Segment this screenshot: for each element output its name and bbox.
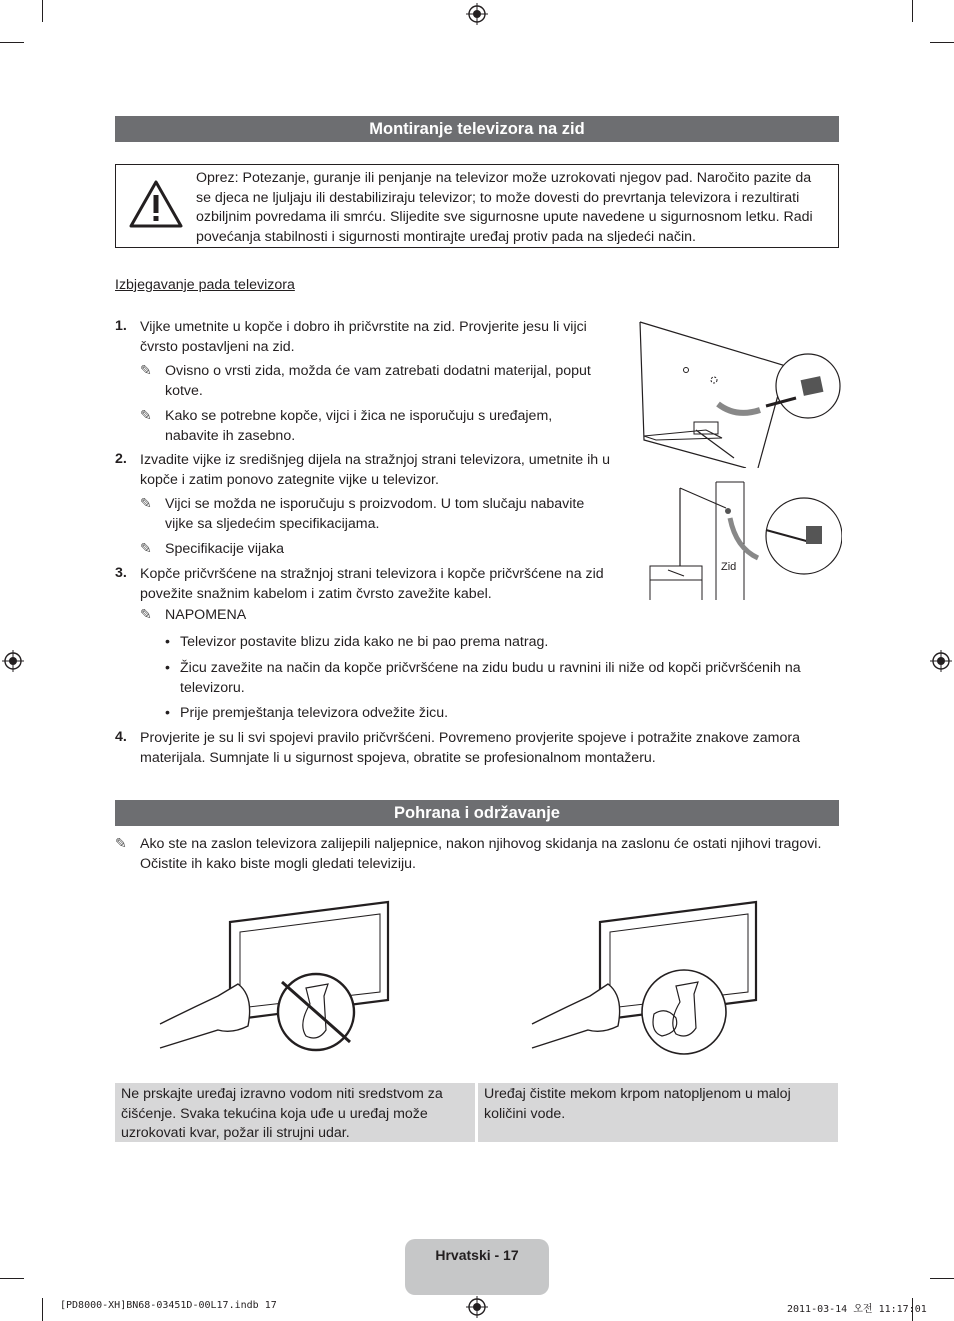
note-pencil-icon: ✎ [140, 407, 152, 423]
step-number: 3. [115, 565, 127, 581]
registration-mark-icon [466, 1296, 488, 1318]
crop-mark [0, 1278, 24, 1279]
soft-cloth-illustration [530, 900, 764, 1068]
note-text: Kako se potrebne kopče, vijci i žica ne isporučuju s uređajem, nabavite ih zasebno. [165, 408, 553, 444]
caption-no-spray: Ne prskajte uređaj izravno vodom niti sredstvom za čišćenje. Svaka tekućina koja uđe u uređaj može uzrokovati kvar, požar ili strujni udar. [115, 1083, 475, 1142]
bullet-icon: • [165, 634, 170, 650]
bullet-text: Žicu zavežite na način da kopče pričvršćene na zidu budu u ravnini ili niže od kopči pričvršćenih na televizoru. [180, 660, 801, 696]
caption-soft-cloth: Uređaj čistite mekom krpom natopljenom u maloj količini vode. [478, 1083, 838, 1142]
step-text: Kopče pričvršćene na stražnjoj strani televizora i kopče pričvršćene na zid povežite snažnim kabelom i zatim čvrsto zavežite kabel. [140, 566, 604, 602]
note-heading: NAPOMENA [165, 607, 247, 623]
registration-mark-icon [930, 650, 952, 672]
crop-mark [0, 42, 24, 43]
tv-back-bracket-illustration [636, 318, 842, 468]
caution-label: Oprez [196, 170, 235, 186]
note-text: Vijci se možda ne isporučuju s proizvodom. U tom slučaju nabavite vijke sa sljedećim specifikacijama. [165, 496, 585, 532]
registration-mark-icon [2, 650, 24, 672]
registration-mark-icon [466, 3, 488, 25]
step-text: Vijke umetnite u kopče i dobro ih pričvrstite na zid. Provjerite jesu li vijci čvrsto postavljeni na zid. [140, 319, 587, 355]
bullet-text: Prije premještanja televizora odvežite žicu. [180, 705, 449, 721]
caution-text: : Potezanje, guranje ili penjanje na televizor može uzrokovati njegov pad. Naročito pazite da se djeca ne ljuljaju ili destabiliziraju televizor; to može dovesti do prevrtanja televizora i rezultirati ozbiljnim povredama ili smrću. Slijedite sve sigurnosne upute navedene u sigurnosnom letku. Radi povećanja stabilnosti i sigurnosti montirajte uređaj protiv pada na sljedeći način. [196, 170, 813, 245]
note-pencil-icon: ✎ [115, 835, 127, 851]
note-text: Ako ste na zaslon televizora zalijepili naljepnice, nakon njihovog skidanja na zaslonu će ostati njihovi tragovi. Očistite ih kako biste mogli gledati televiziju. [140, 836, 822, 872]
page-number-tab [405, 1239, 549, 1295]
subheading-prevent-fall: Izbjegavanje pada televizora [115, 277, 295, 293]
page-label: Hrvatski - 17 [435, 1247, 519, 1263]
bullet-icon: • [165, 705, 170, 721]
step-number: 4. [115, 729, 127, 745]
step-number: 2. [115, 451, 127, 467]
crop-mark [912, 0, 913, 22]
crop-mark [42, 1298, 43, 1321]
section-title-storage-maintenance: Pohrana i održavanje [115, 800, 839, 826]
caution-text-block [196, 169, 826, 247]
bullet-text: Televizor postavite blizu zida kako ne bi pao prema natrag. [180, 634, 549, 650]
note-pencil-icon: ✎ [140, 362, 152, 378]
bullet-icon: • [165, 660, 170, 676]
crop-mark [930, 42, 954, 43]
step-number: 1. [115, 318, 127, 334]
file-info: [PD8000-XH]BN68-03451D-00L17.indb 17 [60, 1300, 277, 1311]
wall-label: Zid [721, 561, 737, 573]
crop-mark [42, 0, 43, 22]
step-text: Izvadite vijke iz središnjeg dijela na stražnjoj strani televizora, umetnite ih u kopče i zatim ponovo zategnite vijke u televizor. [140, 452, 610, 488]
step-text: Provjerite je su li svi spojevi pravilo pričvršćeni. Povremeno provjerite spojeve i potražite znakove zamora materijala. Sumnjate li u sigurnost spojeva, obratite se profesionalnom montažeru. [140, 730, 800, 766]
note-text: Specifikacije vijaka [165, 541, 285, 557]
note-text: Ovisno o vrsti zida, možda će vam zatrebati dodatni materijal, poput kotve. [165, 363, 591, 399]
crop-mark [930, 1278, 954, 1279]
section-title-wall-mount: Montiranje televizora na zid [115, 116, 839, 142]
timestamp: 2011-03-14 오전 11:17:01 [787, 1304, 927, 1315]
wall-cable-illustration [648, 478, 842, 602]
caution-box [115, 164, 839, 248]
note-pencil-icon: ✎ [140, 606, 152, 622]
no-spray-illustration [158, 900, 392, 1068]
note-pencil-icon: ✎ [140, 495, 152, 511]
warning-triangle-icon [128, 179, 184, 229]
note-pencil-icon: ✎ [140, 540, 152, 556]
